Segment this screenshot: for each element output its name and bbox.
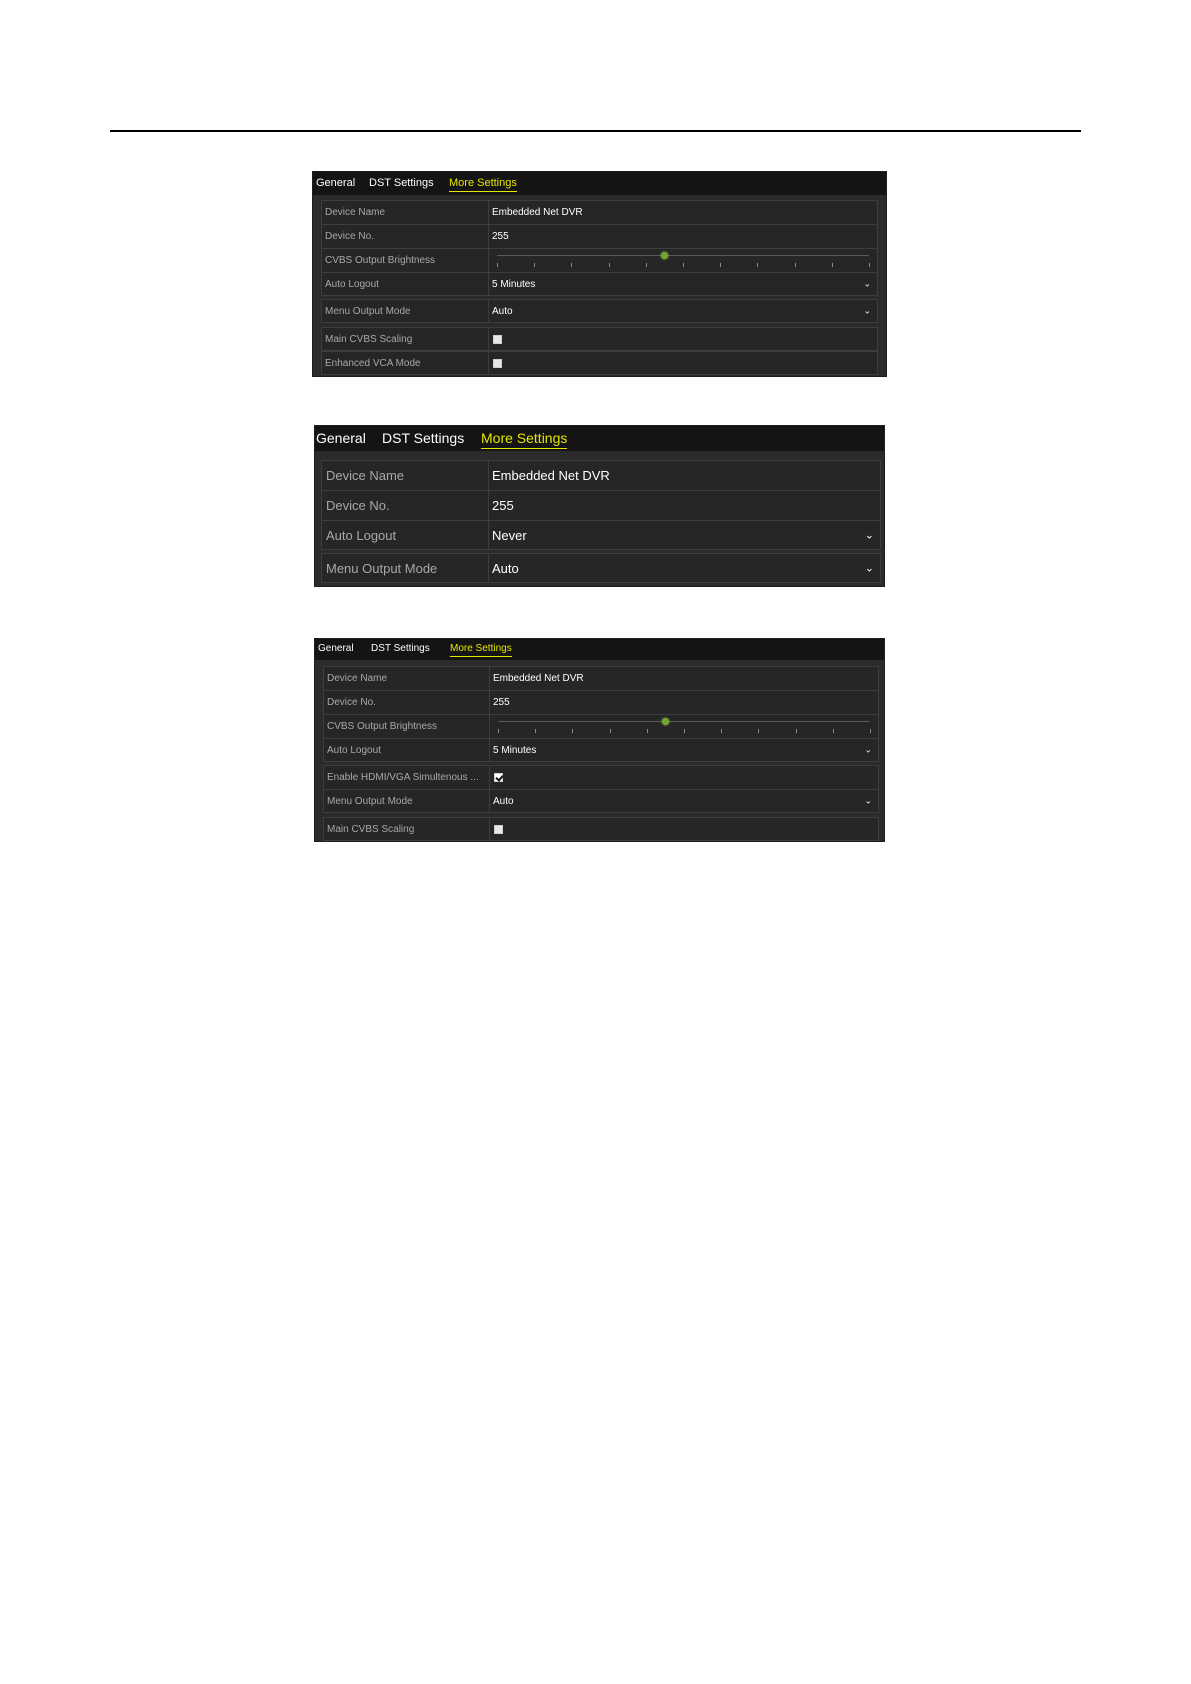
menu-output-mode-select[interactable]: Auto	[493, 795, 514, 807]
row-device-no	[321, 224, 878, 248]
row-enhanced-vca-mode	[321, 351, 878, 375]
slider-knob[interactable]	[661, 252, 668, 259]
slider-tick	[758, 729, 759, 733]
menu-output-mode-select[interactable]: Auto	[492, 560, 519, 576]
slider-tick	[796, 729, 797, 733]
enable-hdmi-vga-checkbox[interactable]	[494, 773, 503, 782]
slider-tick	[795, 263, 796, 267]
slider-tick	[498, 729, 499, 733]
row-cvbs-brightness	[323, 714, 879, 738]
main-cvbs-scaling-label: Main CVBS Scaling	[327, 823, 415, 835]
settings-panel-1	[312, 171, 887, 377]
chevron-down-icon[interactable]: ⌄	[864, 744, 872, 755]
auto-logout-label: Auto Logout	[326, 527, 397, 543]
slider-tick	[647, 729, 648, 733]
slider-tick	[684, 729, 685, 733]
auto-logout-label: Auto Logout	[327, 744, 381, 756]
slider-tick	[535, 729, 536, 733]
row-auto-logout	[321, 520, 881, 550]
slider-tick	[610, 729, 611, 733]
tab-dst-settings[interactable]: DST Settings	[371, 643, 430, 654]
row-cvbs-brightness	[321, 248, 878, 272]
chevron-down-icon[interactable]: ⌄	[864, 795, 872, 806]
slider-tick	[870, 729, 871, 733]
chevron-down-icon[interactable]: ⌄	[863, 278, 871, 289]
main-cvbs-scaling-label: Main CVBS Scaling	[325, 333, 413, 345]
auto-logout-label: Auto Logout	[325, 278, 379, 290]
device-no-label: Device No.	[326, 498, 390, 513]
slider-tick	[869, 263, 870, 267]
tab-general[interactable]: General	[318, 643, 354, 654]
slider-tick	[720, 263, 721, 267]
device-name-input[interactable]: Embedded Net DVR	[492, 468, 610, 483]
chevron-down-icon[interactable]: ⌄	[863, 305, 871, 316]
tab-dst-settings[interactable]: DST Settings	[382, 430, 465, 446]
slider-track[interactable]	[497, 255, 869, 256]
slider-track[interactable]	[498, 721, 870, 722]
menu-output-mode-select[interactable]: Auto	[492, 305, 513, 317]
cvbs-brightness-label: CVBS Output Brightness	[325, 255, 436, 266]
settings-panel-2	[314, 425, 885, 587]
device-no-label: Device No.	[325, 231, 374, 242]
device-name-label: Device Name	[325, 207, 386, 218]
menu-output-mode-label: Menu Output Mode	[326, 560, 438, 576]
chevron-down-icon[interactable]: ⌄	[864, 562, 874, 575]
row-auto-logout	[321, 272, 878, 296]
row-menu-output-mode	[323, 789, 879, 813]
page-header-rule	[110, 130, 1081, 132]
device-no-input[interactable]: 255	[492, 231, 509, 242]
slider-tick	[683, 263, 684, 267]
device-no-input[interactable]: 255	[492, 498, 514, 513]
device-name-input[interactable]: Embedded Net DVR	[492, 207, 583, 218]
slider-tick	[832, 263, 833, 267]
auto-logout-select[interactable]: Never	[492, 527, 527, 543]
main-cvbs-scaling-checkbox[interactable]	[493, 335, 502, 344]
row-menu-output-mode	[321, 553, 881, 583]
row-main-cvbs-scaling	[323, 817, 879, 841]
tab-general[interactable]: General	[316, 177, 356, 189]
slider-tick	[833, 729, 834, 733]
slider-tick	[571, 263, 572, 267]
tab-general[interactable]: General	[316, 430, 366, 446]
tab-bar	[313, 172, 886, 195]
slider-knob[interactable]	[662, 718, 669, 725]
enhanced-vca-mode-checkbox[interactable]	[493, 359, 502, 368]
chevron-down-icon[interactable]: ⌄	[864, 529, 874, 542]
menu-output-mode-label: Menu Output Mode	[325, 305, 411, 317]
row-device-name	[323, 666, 879, 690]
tab-more-settings[interactable]: More Settings	[449, 177, 517, 192]
slider-tick	[609, 263, 610, 267]
enable-hdmi-vga-label: Enable HDMI/VGA Simultenous ...	[327, 772, 479, 783]
tab-dst-settings[interactable]: DST Settings	[369, 177, 434, 189]
device-name-label: Device Name	[327, 673, 388, 684]
cvbs-brightness-slider[interactable]	[498, 721, 870, 733]
row-device-no	[321, 490, 881, 520]
menu-output-mode-label: Menu Output Mode	[327, 795, 413, 807]
row-device-no	[323, 690, 879, 714]
cvbs-brightness-slider[interactable]	[497, 255, 869, 267]
device-no-input[interactable]: 255	[493, 697, 510, 708]
tab-more-settings[interactable]: More Settings	[450, 643, 512, 657]
auto-logout-select[interactable]: 5 Minutes	[492, 278, 536, 290]
row-menu-output-mode	[321, 299, 878, 323]
main-cvbs-scaling-checkbox[interactable]	[494, 825, 503, 834]
device-no-label: Device No.	[327, 697, 376, 708]
row-main-cvbs-scaling	[321, 327, 878, 351]
row-device-name	[321, 460, 881, 490]
tab-more-settings[interactable]: More Settings	[481, 430, 567, 449]
slider-tick	[534, 263, 535, 267]
slider-tick	[757, 263, 758, 267]
tab-bar	[315, 426, 884, 451]
row-enable-hdmi-vga	[323, 765, 879, 789]
tab-bar	[315, 639, 884, 660]
cvbs-brightness-label: CVBS Output Brightness	[327, 721, 438, 732]
row-device-name	[321, 200, 878, 224]
slider-tick	[497, 263, 498, 267]
auto-logout-select[interactable]: 5 Minutes	[493, 744, 537, 756]
slider-tick	[721, 729, 722, 733]
slider-tick	[646, 263, 647, 267]
enhanced-vca-mode-label: Enhanced VCA Mode	[325, 357, 421, 369]
device-name-input[interactable]: Embedded Net DVR	[493, 673, 584, 684]
settings-panel-3	[314, 638, 885, 842]
row-auto-logout	[323, 738, 879, 762]
slider-tick	[572, 729, 573, 733]
device-name-label: Device Name	[326, 468, 405, 483]
